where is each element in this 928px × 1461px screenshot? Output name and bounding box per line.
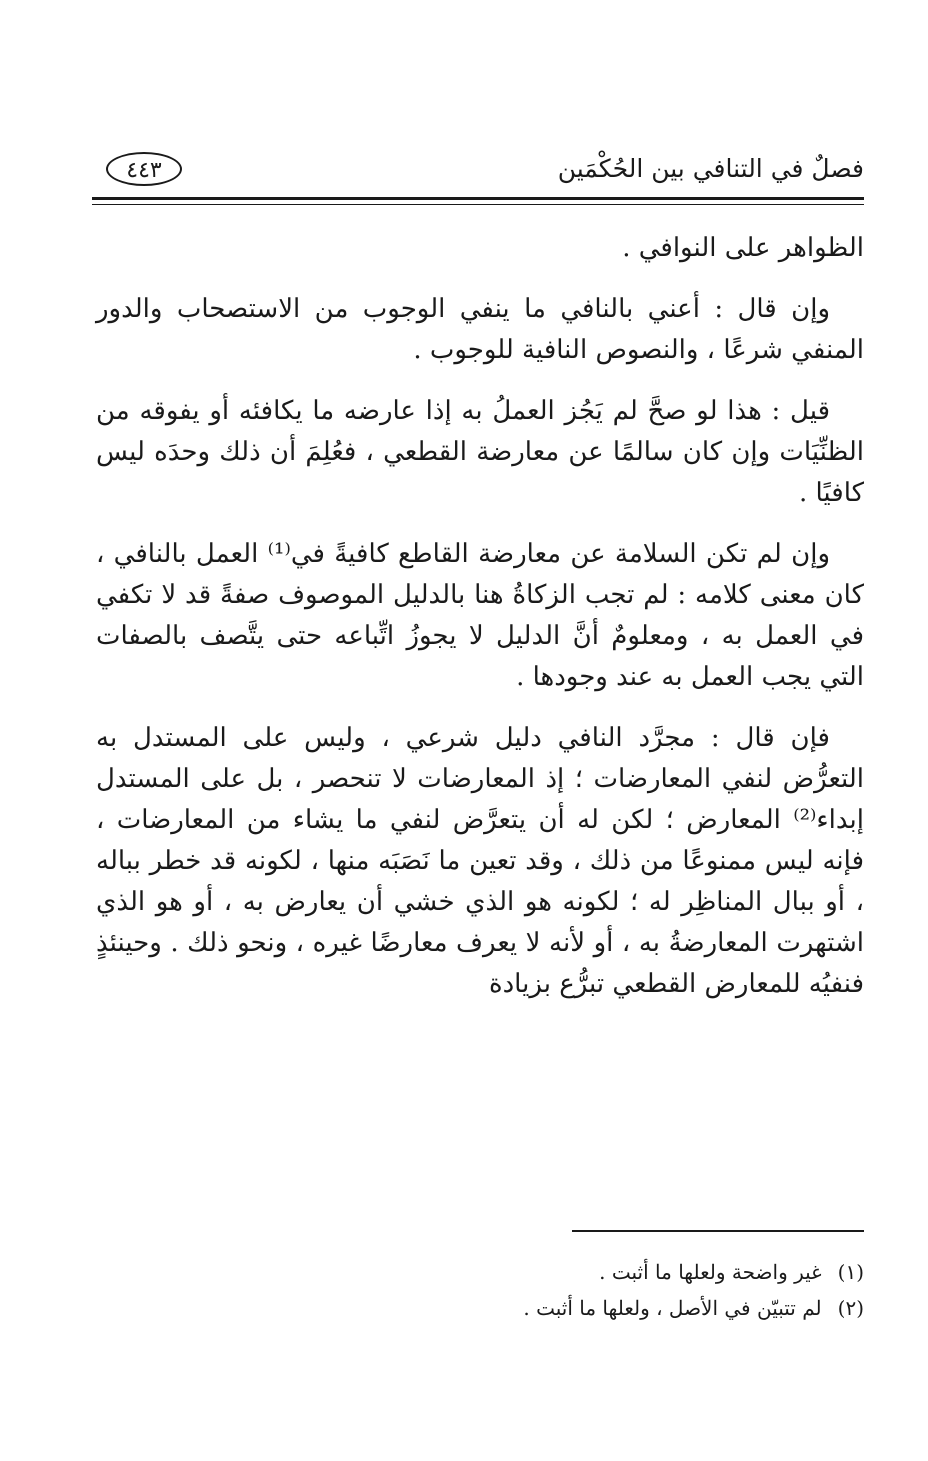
page-number-badge: ٤٤٣ (106, 152, 182, 186)
footnote-item (96, 1254, 864, 1290)
paragraph: قيل : هذا لو صحَّ لم يَجُز العملُ به إذا عارضه ما يكافئه أو يفوقه من الظنِّيَات وإن كان سالمًا عن معارضة القطعي ، فعُلِمَ أن ذلك وحدَه ليس كافيًا . (87, 396, 864, 508)
footnote-number: (٢) (837, 1296, 864, 1320)
main-text (87, 228, 864, 1025)
page-header (92, 148, 864, 194)
header-rule-thin (92, 204, 864, 205)
footnote-item (96, 1290, 864, 1326)
running-title: فصلٌ في التنافي بين الحُكْمَين (557, 154, 864, 183)
paragraph: وإن لم تكن السلامة عن معارضة القاطع كافيةً في⁽¹⁾ العمل بالنافي ، كان معنى كلامه : لم تجب الزكاةُ هنا بالدليل الموصوف صفةً قد لا تكفي في العمل به ، ومعلومٌ أنَّ الدليل لا يجوزُ اتِّباعه حتى يتَّصف بالصفات التي يجب العمل به عند وجودها . (87, 539, 864, 692)
footnote-text: لم تتبيّن في الأصل ، ولعلها ما أثبت . (523, 1296, 822, 1320)
paragraph-continuation: الظواهر على النوافي . (622, 233, 864, 263)
footnotes (96, 1254, 864, 1326)
header-rule-thick (92, 197, 864, 200)
footnote-number: (١) (837, 1260, 864, 1284)
footnote-separator (572, 1230, 864, 1232)
footnote-text: غير واضحة ولعلها ما أثبت . (599, 1260, 822, 1284)
paragraph: وإن قال : أعني بالنافي ما ينفي الوجوب من الاستصحاب والدور المنفي شرعًا ، والنصوص النافية للوجوب . (87, 294, 864, 365)
paragraph: فإن قال : مجرَّد النافي دليل شرعي ، وليس على المستدل به التعرُّض لنفي المعارضات ؛ إذ المعارضات لا تنحصر ، بل على المستدل إبداء⁽²⁾ المعارض ؛ لكن له أن يتعرَّض لنفي ما يشاء من المعارضات ، فإنه ليس ممنوعًا من ذلك ، وقد تعين ما نَصَبَه منها ، لكونه قد خطر بباله ، أو ببال المناظِر له ؛ لكونه هو الذي خشي أن يعارض به ، أو هو الذي اشتهرت المعارضةُ به ، أو لأنه لا يعرف معارضًا غيره ، ونحو ذلك . وحينئذٍ فنفيُه للمعارض القطعي تبرُّع بزيادة (87, 723, 864, 999)
